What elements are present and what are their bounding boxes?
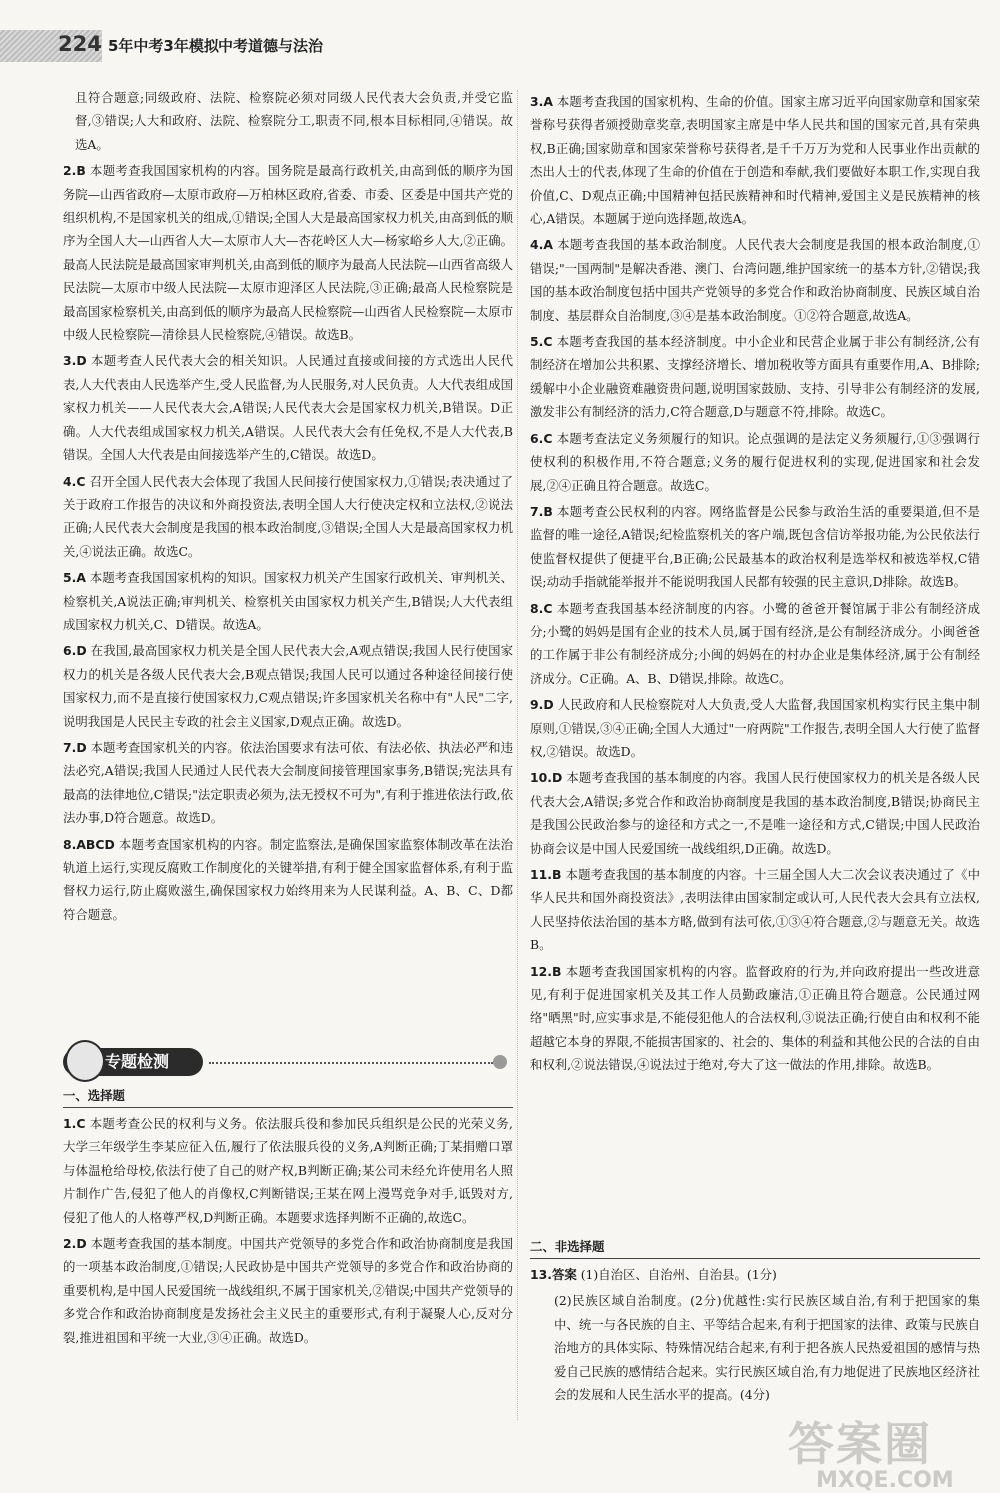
answer-entry: 12.B 本题考查我国国家机构的内容。监督政府的行为,并向政府提出一些改进意见,有利于促进国家机关及其工作人员勤政廉洁,①正确且符合题意。公民通过网络"晒黑"时,应实事求是,不能侵犯他人的合法权利,③说法正确;行使自由和权利不能超越它本身的界限,不能损害国家的、社会的、集体的利益和其他公民的合法的自由和权利,②说法错误,④说法过于绝对,夸大了这一做法的作用,排除。故选B。 bbox=[530, 963, 981, 1073]
series-title: 5年中考3年模拟 bbox=[108, 37, 219, 55]
subject-title: 中考道德与法治 bbox=[218, 37, 324, 55]
page-number: 224 bbox=[58, 32, 102, 56]
column-divider bbox=[517, 90, 518, 1420]
answer-entry: 9.D 人民政府和人民检察院对人大负责,受人大监督,我国国家机构实行民主集中制原则,①错误,③④正确;全国人大通过"一府两院"工作报告,表明全国人大行使了监督权,②错误。故选D。 bbox=[530, 697, 980, 759]
answer-entry: 8.ABCD 本题考查国家机构的内容。制定监察法,是确保国家监察体制改革在法治轨道上运行,实现反腐败工作制度化的关键举措,有利于健全国家监督体系,有利于监督权力运行,防止腐败滋生,确保国家权力始终用来为人民谋利益。A、B、C、D都符合题意。 bbox=[63, 836, 513, 922]
banner-title: 专题检测 bbox=[63, 1048, 203, 1076]
answer-entry: 3.A 本题考查我国的国家机构、生命的价值。国家主席习近平向国家勋章和国家荣誉称号获得者颁授勋章奖章,表明国家主席是中华人民共和国的国家元首,具有荣典权,B正确;国家勋章和国家荣誉称号获得者,是千千万万为党和人民事业作出贡献的杰出人士的代表,体现了生命的价值在于创造和奉献,我们要做好本职工作,实现自我价值,C、D观点正确;中国精神包括民族精神和时代精神,爱国主义是民族精神的核心,A错误。本题属于逆向选择题,故选A。 bbox=[530, 94, 980, 227]
answer-entry: 1.C 本题考查公民的权利与义务。依法服兵役和参加民兵组织是公民的光荣义务,大学三年级学生李某应征入伍,履行了依法服兵役的义务,A判断正确;丁某捐赠口罩与体温枪给母校,依法行使了自己的财产权,B判断正确;某公司未经允许使用名人照片制作广告,侵犯了他人的肖像权,C判断错误;王某在网上漫骂竞争对手,诋毁对方,侵犯了他人的人格尊严权,D判断正确。本题要求选择判断不正确的,故选C。 bbox=[63, 1116, 513, 1225]
left-column bbox=[63, 86, 513, 929]
answer-entry: 8.C 本题考查我国基本经济制度的内容。小鹭的爸爸开餐馆属于非公有制经济成分;小鹭的妈妈是国有企业的技术人员,属于国有经济,是公有制经济成分。小闽爸爸的工作属于非公有制经济成分;小闽的妈妈在的村办企业是集体经济,属于公有制经济成分。C正确。A、B、D错误,排除。故选C。 bbox=[530, 600, 980, 686]
answer-entry: 2.B 本题考查我国国家机构的内容。国务院是最高行政机关,由高到低的顺序为国务院—山西省政府—太原市政府—万柏林区政府,省委、市委、区委是中国共产党的组织机构,不是国家机关的组成,①错误;全国人大是最高国家权力机关,由高到低的顺序为全国人大—山西省人大—太原市人大—杏花岭区人大—杨家峪乡人大,②正确。最高人民法院是最高国家审判机关,由高到低的顺序为最高人民法院—山西省高级人民法院—太原市中级人民法院—太原市迎泽区人民法院,③正确;最高人民检察院是最高国家检察机关,由高到低的顺序为最高人民检察院—山西省人民检察院—太原市中级人民检察院—清徐县人民检察院,④错误。故选B。 bbox=[63, 163, 514, 343]
section-banner bbox=[63, 1040, 513, 1082]
answer-entry: 11.B 本题考查我国的基本制度的内容。十三届全国人大二次会议表决通过了《中华人民共和国外商投资法》,表明法律由国家制定或认可,人民代表大会具有立法权,人民坚持依法治国的基本方略,做到有法可依,①③④符合题意,②与题意无关。故选B。 bbox=[530, 867, 980, 953]
answer-entry: 5.C 本题考查我国的基本经济制度。中小企业和民营企业属于非公有制经济,公有制经济在增加公共积累、支撑经济增长、增加税收等方面具有重要作用,A、B排除;缓解中小企业融资难融资贵问题,说明国家鼓励、支持、引导非公有制经济的发展,激发非公有制经济的活力,C符合题意,D与题意不符,排除。故选C。 bbox=[530, 334, 980, 420]
answer-entry: 4.C 召开全国人民代表大会体现了我国人民间接行使国家权力,①错误;表决通过了关于政府工作报告的决议和外商投资法,表明全国人大行使决定权和立法权,②说法正确;人民代表大会制度是我国的根本政治制度,③错误;全国人大是最高国家权力机关,④说法正确。故选C。 bbox=[63, 473, 513, 559]
answer-entry: 3.D 本题考查人民代表大会的相关知识。人民通过直接或间接的方式选出人民代表,人大代表由人民选举产生,受人民监督,为人民服务,对人民负责。人大代表组成国家权力机关——人民代表大会,A错误;人民代表大会是国家权力机关,B错误。D正确。人大代表组成国家权力机关,A错误。人民代表大会有任免权,不是人大代表,B错误。全国人大代表是由间接选举产生的,C错误。故选D。 bbox=[63, 353, 513, 463]
answer-entry: 且符合题意;同级政府、法院、检察院必须对同级人民代表大会负责,并受它监督,③错误;人大和政府、法院、检察院分工,职责不同,根本目标相同,④错误。故选A。 bbox=[75, 90, 513, 152]
answer-entry: 2.D 本题考查我国的基本制度。中国共产党领导的多党合作和政治协商制度是我国的一项基本政治制度,①错误;人民政协是中国共产党领导的多党合作和政治协商的重要机构,是中国人民爱国统一战线组织,不属于国家机关,②错误;中国共产党领导的多党合作和政治协商制度是发扬社会主义民主的重要形式,有利于凝聚人心,反对分裂,推进祖国和平统一大业,③④正确。故选D。 bbox=[63, 1236, 513, 1345]
left-lower-column bbox=[63, 1085, 513, 1352]
answer-entry: 7.D 本题考查国家机关的内容。依法治国要求有法可依、有法必依、执法必严和违法必究,A错误;我国人民通过人民代表大会制度间接管理国家事务,B错误;宪法具有最高的法律地位,C错误;"法定职责必须为,法无授权不可为",有利于推进依法行政,依法办事,D符合题意。故选D。 bbox=[63, 739, 513, 826]
section-heading: 二、非选择题 bbox=[530, 1236, 980, 1259]
answer-entry: 10.D 本题考查我国的基本制度的内容。我国人民行使国家权力的机关是各级人民代表大会,A错误;多党合作和政治协商制度是我国的基本政治制度,B错误;协商民主是我国公民政治参与的途径和方式之一,不是唯一途径和方式,C错误;中国人民政治协商会议是中国人民爱国统一战线组织,D正确。故选D。 bbox=[530, 770, 980, 856]
banner-end-dot-icon bbox=[493, 1055, 507, 1069]
banner-dotted-line bbox=[209, 1062, 493, 1064]
mascot-icon bbox=[65, 1040, 105, 1082]
answer-entry: 6.D 在我国,最高国家权力机关是全国人民代表大会,A观点错误;我国人民行使国家权力的机关是各级人民代表大会,B观点错误;我国人民可以通过各种途径间接行使国家权力,而不是直接行使国家权力,C观点错误;许多国家机关名称中有"人民"二字,说明我国是人民民主专政的社会主义国家,D观点正确。故选D。 bbox=[63, 643, 513, 729]
answer-entry: 7.B 本题考查公民权利的内容。网络监督是公民参与政治生活的重要渠道,但不是监督的唯一途径,A错误;纪检监察机关的客户端,既包含信访举报功能,为公民依法行使监督权提供了便捷平台,B正确;公民最基本的政治权利是选举权和被选举权,C错误;动动手指就能举报并不能说明我国人民都有较强的民主意识,D排除。故选B。 bbox=[530, 503, 980, 590]
watermark-main-text: 答案圈 bbox=[788, 1417, 932, 1471]
answer-entry: (2)民族区域自治制度。(2分)优越性:实行民族区域自治,有利于把国家的集中、统一与各民族的自主、平等结合起来,有利于把国家的法律、政策与民族自治地方的具体实际、特殊情况结合起来,有利于把各族人民热爱祖国的感情与热爱自己民族的感情结合起来。实行民族区域自治,有力地促进了民族地区经济社会的发展和人民生活水平的提高。(4分) bbox=[554, 1293, 980, 1403]
answer-entry: 5.A 本题考查我国国家机构的知识。国家权力机关产生国家行政机关、审判机关、检察机关,A说法正确;审判机关、检察机关由国家权力机关产生,B错误;人大代表组成国家权力机关,C、D错误。故选A。 bbox=[63, 570, 513, 632]
watermark-sub-text: MXQE.COM bbox=[816, 1468, 954, 1493]
answer-entry: 4.A 本题考查我国的基本政治制度。人民代表大会制度是我国的根本政治制度,①错误;"一国两制"是解决香港、澳门、台湾问题,维护国家统一的基本方针,②错误;我国的基本政治制度包括中国共产党领导的多党合作和政治协商制度、民族区域自治制度、基层群众自治制度,③④是基本政治制度。①②符合题意,故选A。 bbox=[530, 237, 980, 323]
answer-entry: 6.C 本题考查法定义务须履行的知识。论点强调的是法定义务须履行,①③强调行使权利的积极作用,不符合题意;义务的履行促进权利的实现,促进国家和社会发展,②④正确且符合题意。故选C。 bbox=[530, 430, 980, 493]
watermark-logo bbox=[788, 1408, 988, 1493]
section-heading: 一、选择题 bbox=[63, 1085, 513, 1108]
right-column bbox=[530, 90, 980, 1080]
page-header bbox=[0, 28, 1000, 68]
right-lower-column bbox=[530, 1236, 980, 1409]
answer-entry: 13.答案 (1)自治区、自治州、自治县。(1分) bbox=[530, 1267, 777, 1282]
